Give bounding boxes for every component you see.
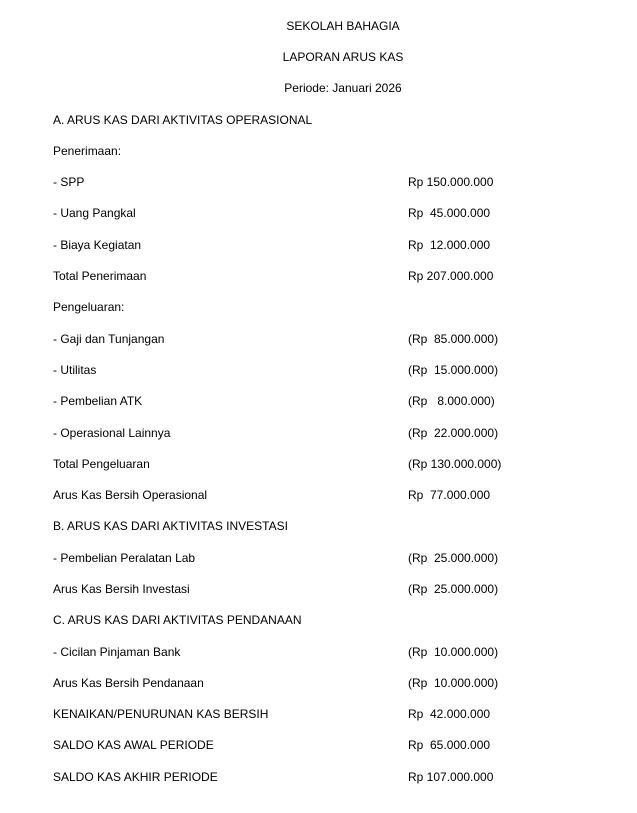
report-row xyxy=(0,354,637,385)
row-label: SALDO KAS AKHIR PERIODE xyxy=(53,769,218,784)
report-row xyxy=(0,667,637,698)
report-row xyxy=(0,699,637,730)
report-row xyxy=(0,479,637,510)
report-row xyxy=(0,573,637,604)
row-amount: Rp 150.000.000 xyxy=(408,175,494,190)
report-header-period xyxy=(0,73,637,104)
report-row xyxy=(0,323,637,354)
report-row xyxy=(0,605,637,636)
report-row xyxy=(0,104,637,135)
row-label: - Biaya Kegiatan xyxy=(53,237,142,252)
row-label: - Pembelian Peralatan Lab xyxy=(53,550,196,565)
row-label: Pengeluaran: xyxy=(53,300,125,315)
report-row xyxy=(0,198,637,229)
row-label: C. ARUS KAS DARI AKTIVITAS PENDANAAN xyxy=(53,613,302,628)
report-row xyxy=(0,761,637,792)
report-row xyxy=(0,448,637,479)
row-label: Total Pengeluaran xyxy=(53,456,150,471)
row-amount: Rp 42.000.000 xyxy=(408,707,491,722)
report-header-title xyxy=(0,41,637,72)
report-row xyxy=(0,511,637,542)
row-amount: (Rp 8.000.000) xyxy=(408,394,495,409)
report-header-school xyxy=(0,10,637,41)
row-amount: Rp 65.000.000 xyxy=(408,738,491,753)
row-label: - Uang Pangkal xyxy=(53,206,136,221)
report-title: LAPORAN ARUS KAS xyxy=(282,49,404,64)
report-row xyxy=(0,386,637,417)
report-row xyxy=(0,636,637,667)
row-amount: Rp 107.000.000 xyxy=(408,769,494,784)
row-amount: Rp 12.000.000 xyxy=(408,237,491,252)
row-label: - Operasional Lainnya xyxy=(53,425,171,440)
row-label: KENAIKAN/PENURUNAN KAS BERSIH xyxy=(53,707,269,722)
report-row xyxy=(0,292,637,323)
row-label: - SPP xyxy=(53,175,85,190)
row-label: SALDO KAS AWAL PERIODE xyxy=(53,738,214,753)
row-label: Total Penerimaan xyxy=(53,269,147,284)
row-amount: (Rp 22.000.000) xyxy=(408,425,499,440)
row-label: - Cicilan Pinjaman Bank xyxy=(53,644,181,659)
report-row xyxy=(0,229,637,260)
row-amount: (Rp 10.000.000) xyxy=(408,644,499,659)
row-amount: (Rp 25.000.000) xyxy=(408,581,499,596)
row-amount: (Rp 130.000.000) xyxy=(408,456,502,471)
report-row xyxy=(0,135,637,166)
report-period: Periode: Januari 2026 xyxy=(284,81,402,96)
cash-flow-report-page xyxy=(0,10,637,792)
report-row xyxy=(0,260,637,291)
row-label: - Utilitas xyxy=(53,362,97,377)
row-amount: (Rp 15.000.000) xyxy=(408,362,499,377)
row-amount: (Rp 85.000.000) xyxy=(408,331,499,346)
row-label: - Gaji dan Tunjangan xyxy=(53,331,165,346)
report-row xyxy=(0,542,637,573)
report-row xyxy=(0,730,637,761)
row-label: Penerimaan: xyxy=(53,143,122,158)
row-label: Arus Kas Bersih Operasional xyxy=(53,488,208,503)
row-label: A. ARUS KAS DARI AKTIVITAS OPERASIONAL xyxy=(53,112,313,127)
row-amount: Rp 207.000.000 xyxy=(408,269,494,284)
report-row xyxy=(0,166,637,197)
row-label: B. ARUS KAS DARI AKTIVITAS INVESTASI xyxy=(53,519,288,534)
report-row xyxy=(0,417,637,448)
row-label: - Pembelian ATK xyxy=(53,394,143,409)
report-rows xyxy=(0,104,637,793)
row-amount: (Rp 25.000.000) xyxy=(408,550,499,565)
school-name: SEKOLAH BAHAGIA xyxy=(286,18,400,33)
row-amount: (Rp 10.000.000) xyxy=(408,675,499,690)
row-amount: Rp 45.000.000 xyxy=(408,206,491,221)
row-amount: Rp 77.000.000 xyxy=(408,488,491,503)
row-label: Arus Kas Bersih Pendanaan xyxy=(53,675,204,690)
row-label: Arus Kas Bersih Investasi xyxy=(53,581,190,596)
